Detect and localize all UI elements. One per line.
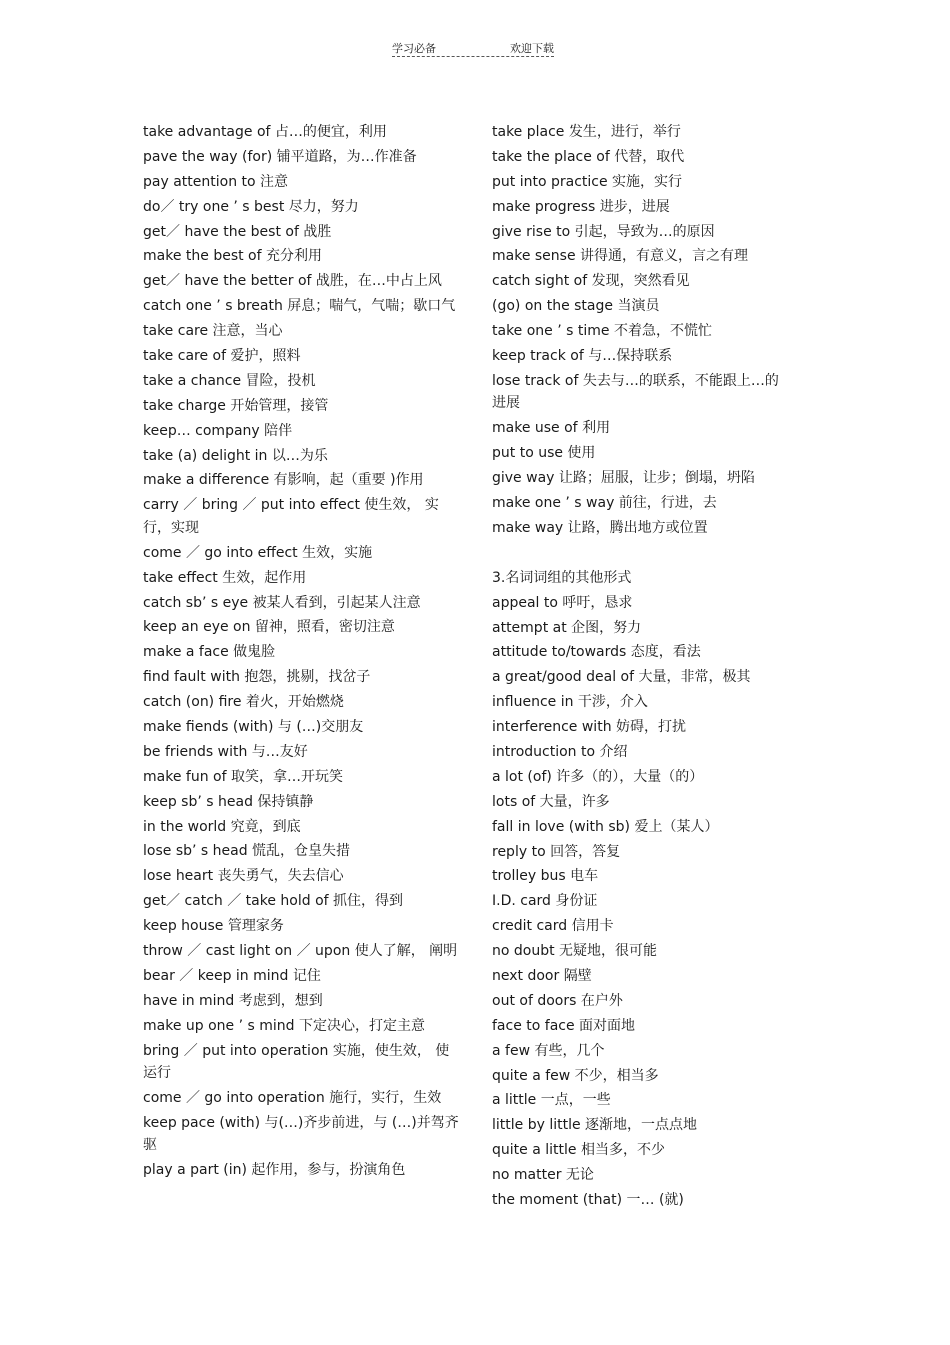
phrase-entry: catch sight of 发现，突然看见 xyxy=(492,273,690,290)
phrase-entry: catch sb’ s eye 被某人看到，引起某人注意 xyxy=(143,594,421,611)
phrase-entry: put into practice 实施，实行 xyxy=(492,173,683,190)
phrase-entry: make way 让路，腾出地方或位置 xyxy=(492,519,708,536)
phrase-entry: give rise to 引起，导致为…的原因 xyxy=(492,223,715,240)
phrase-entry: come ／ go into operation 施行，实行，生效 xyxy=(143,1089,442,1106)
right-column xyxy=(492,121,792,1214)
header-right-text: 欢迎下载 xyxy=(510,42,554,55)
phrase-entry: 3.名词词组的其他形式 xyxy=(492,569,632,586)
page-header xyxy=(392,40,554,57)
phrase-entry: keep house 管理家务 xyxy=(143,918,284,935)
phrase-entry: trolley bus 电车 xyxy=(492,868,599,885)
phrase-entry: a little 一点，一些 xyxy=(492,1092,611,1109)
phrase-entry: keep… company 陪伴 xyxy=(143,422,293,439)
phrase-entry: be friends with 与…友好 xyxy=(143,743,308,760)
phrase-entry: carry ／ bring ／ put into effect 使生效， 实行，实现 xyxy=(143,497,439,536)
phrase-entry: little by little 逐渐地，一点点地 xyxy=(492,1117,698,1134)
phrase-entry: influence in 干涉，介入 xyxy=(492,694,648,711)
phrase-entry: come ／ go into effect 生效，实施 xyxy=(143,544,373,561)
phrase-entry: (go) on the stage 当演员 xyxy=(492,298,660,315)
phrase-entry: make use of 利用 xyxy=(492,420,611,437)
phrase-entry: give way 让路；屈服，让步；倒塌，坍陷 xyxy=(492,470,755,487)
phrase-entry: lots of 大量，许多 xyxy=(492,793,610,810)
phrase-entry: throw ／ cast light on ／ upon 使人了解， 阐明 xyxy=(143,943,458,959)
phrase-entry: reply to 回答，答复 xyxy=(492,843,621,860)
phrase-entry: fall in love (with sb) 爱上（某人） xyxy=(492,818,719,835)
phrase-entry: attempt at 企图，努力 xyxy=(492,619,642,636)
phrase-entry: keep pace (with) 与(…)齐步前进，与 (…)并驾齐驱 xyxy=(143,1114,459,1154)
phrase-entry: make progress 进步，进展 xyxy=(492,198,670,215)
phrase-entry: make sense 讲得通，有意义，言之有理 xyxy=(492,248,749,265)
phrase-entry: no matter 无论 xyxy=(492,1167,594,1184)
phrase-entry: bring ／ put into operation 实施，使生效， 使运行 xyxy=(143,1042,450,1082)
phrase-entry: make up one ’ s mind 下定决心，打定主意 xyxy=(143,1017,425,1034)
phrase-entry: the moment (that) 一… (就) xyxy=(492,1192,684,1209)
phrase-entry: take care of 爱护，照料 xyxy=(143,348,301,365)
phrase-entry: credit card 信用卡 xyxy=(492,918,614,935)
phrase-entry: take place 发生，进行，举行 xyxy=(492,124,681,140)
phrase-entry: no doubt 无疑地，很可能 xyxy=(492,943,658,960)
phrase-entry: lose track of 失去与…的联系，不能跟上…的进展 xyxy=(492,372,779,412)
phrase-entry: quite a few 不少，相当多 xyxy=(492,1067,659,1084)
phrase-entry: take care 注意，当心 xyxy=(143,323,283,340)
phrase-entry: keep an eye on 留神，照看，密切注意 xyxy=(143,619,395,636)
phrase-entry: make the best of 充分利用 xyxy=(143,248,322,265)
left-column xyxy=(143,121,461,1184)
phrase-entry: find fault with 抱怨，挑剔，找岔子 xyxy=(143,669,371,686)
phrase-entry: in the world 究竟，到底 xyxy=(143,818,301,835)
phrase-entry: keep track of 与…保持联系 xyxy=(492,348,673,365)
phrase-entry: interference with 妨碍，打扰 xyxy=(492,719,687,736)
phrase-entry: make a difference 有影响，起（重要 )作用 xyxy=(143,472,424,489)
phrase-entry: make fun of 取笑，拿…开玩笑 xyxy=(143,768,343,785)
phrase-entry: take charge 开始管理，接管 xyxy=(143,397,329,414)
phrase-entry: get／ have the best of 战胜 xyxy=(143,223,332,240)
phrase-entry: catch one ’ s breath 屏息；喘气，气喘；歇口气 xyxy=(143,298,456,315)
phrase-entry: appeal to 呼吁，恳求 xyxy=(492,594,633,611)
phrase-entry: catch (on) fire 着火，开始燃烧 xyxy=(143,694,344,711)
phrase-entry: a few 有些，几个 xyxy=(492,1042,605,1059)
phrase-entry: introduction to 介绍 xyxy=(492,743,628,760)
phrase-entry: take effect 生效，起作用 xyxy=(143,569,307,586)
phrase-entry: take one ’ s time 不着急，不慌忙 xyxy=(492,323,712,340)
phrase-entry: next door 隔壁 xyxy=(492,968,592,984)
phrase-entry: pave the way (for) 铺平道路，为…作准备 xyxy=(143,148,417,165)
phrase-entry: take advantage of 占…的便宜，利用 xyxy=(143,124,387,140)
phrase-entry: lose heart 丧失勇气，失去信心 xyxy=(143,868,344,885)
phrase-entry: pay attention to 注意 xyxy=(143,173,289,190)
header-left-text: 学习必备 xyxy=(392,42,436,55)
phrase-entry: a great/good deal of 大量，非常，极其 xyxy=(492,669,751,686)
phrase-entry: attitude to/towards 态度，看法 xyxy=(492,644,701,661)
phrase-entry: face to face 面对面地 xyxy=(492,1017,636,1034)
phrase-entry: take the place of 代替，取代 xyxy=(492,148,685,165)
phrase-entry: get／ catch ／ take hold of 抓住，得到 xyxy=(143,893,404,910)
phrase-entry: play a part (in) 起作用，参与，扮演角色 xyxy=(143,1162,406,1179)
phrase-entry: make a face 做鬼脸 xyxy=(143,644,276,661)
phrase-entry: take a chance 冒险，投机 xyxy=(143,372,316,389)
phrase-entry: do／ try one ’ s best 尽力，努力 xyxy=(143,198,359,215)
phrase-entry: make one ’ s way 前往，行进，去 xyxy=(492,494,717,511)
phrase-entry: bear ／ keep in mind 记住 xyxy=(143,967,321,984)
section-gap xyxy=(492,542,792,567)
phrase-entry: a lot (of) 许多（的），大量（的） xyxy=(492,768,704,785)
phrase-entry: quite a little 相当多，不少 xyxy=(492,1142,665,1159)
phrase-entry: make fiends (with) 与 (…)交朋友 xyxy=(143,718,364,735)
phrase-entry: take (a) delight in 以…为乐 xyxy=(143,447,328,464)
phrase-entry: put to use 使用 xyxy=(492,445,596,462)
phrase-entry: out of doors 在户外 xyxy=(492,992,623,1009)
phrase-entry: get／ have the better of 战胜，在…中占上风 xyxy=(143,273,442,290)
phrase-entry: keep sb’ s head 保持镇静 xyxy=(143,793,314,810)
phrase-entry: lose sb’ s head 慌乱，仓皇失措 xyxy=(143,843,351,860)
phrase-entry: I.D. card 身份证 xyxy=(492,893,598,910)
phrase-entry: have in mind 考虑到，想到 xyxy=(143,992,323,1009)
